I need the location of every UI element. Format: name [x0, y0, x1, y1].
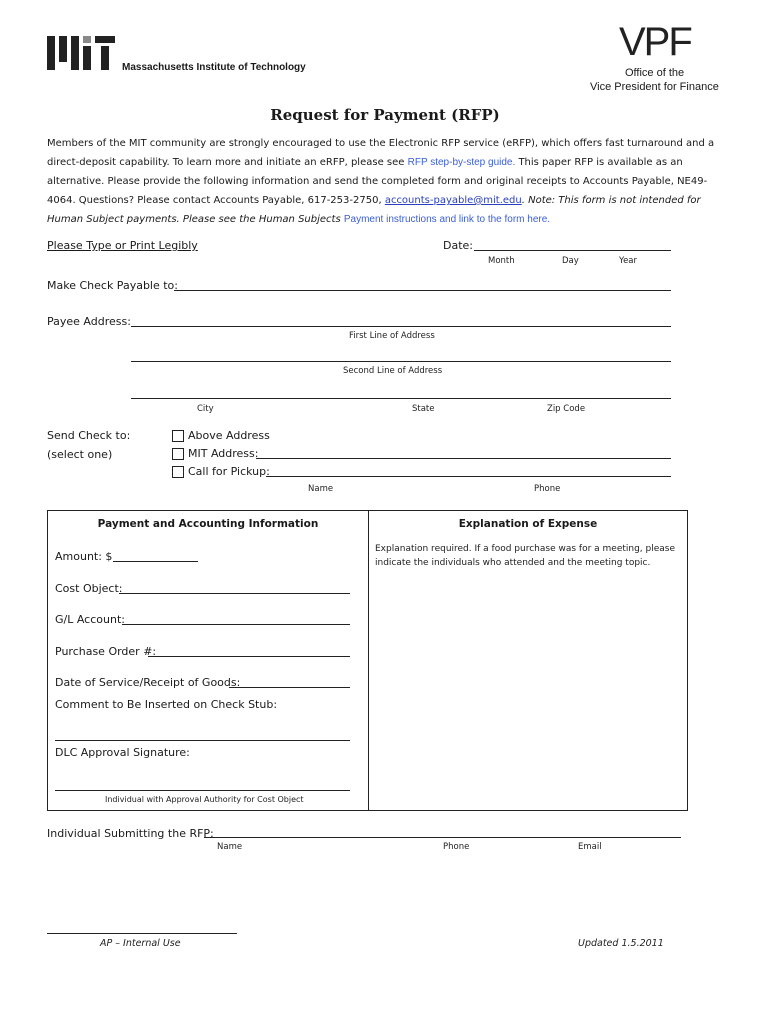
select-one-label: (select one)	[47, 448, 113, 461]
institute-name: Massachusetts Institute of Technology	[122, 62, 306, 73]
gl-account-field[interactable]	[122, 624, 350, 625]
submitter-label: Individual Submitting the RFP:	[47, 827, 214, 840]
intro-paragraph	[47, 134, 737, 229]
call-pickup-label: Call for Pickup:	[188, 465, 270, 478]
box-divider	[368, 510, 369, 811]
date-service-label: Date of Service/Receipt of Goods:	[55, 676, 241, 689]
send-check-label: Send Check to:	[47, 429, 131, 442]
internal-use-label: AP – Internal Use	[100, 938, 181, 949]
above-address-checkbox[interactable]	[172, 430, 184, 442]
human-subjects-link[interactable]: Payment instructions and link to the form here.	[343, 214, 551, 225]
zip-caption: Zip Code	[547, 404, 586, 414]
submitter-field[interactable]	[204, 837, 681, 838]
dlc-label: DLC Approval Signature:	[55, 746, 190, 759]
state-caption: State	[412, 404, 435, 414]
month-caption: Month	[488, 256, 515, 266]
payable-label: Make Check Payable to:	[47, 279, 178, 292]
gl-account-label: G/L Account:	[55, 613, 125, 626]
type-print-note: Please Type or Print Legibly	[47, 239, 198, 252]
cost-object-label: Cost Object:	[55, 582, 123, 595]
intro-line-1	[47, 134, 737, 153]
amount-field[interactable]	[113, 561, 198, 562]
intro-text: 4064. Questions? Please contact Accounts Payable, 617-253-2750,	[47, 195, 385, 206]
intro-line-2	[47, 153, 737, 172]
city-state-zip-field[interactable]	[131, 398, 671, 399]
explanation-heading: Explanation of Expense	[458, 518, 598, 530]
intro-text: alternative. Please provide the following information and send the completed form and original receipts to Accounts Payable, NE49-	[47, 176, 708, 187]
first-line-caption: First Line of Address	[349, 331, 435, 341]
po-label: Purchase Order #:	[55, 645, 157, 658]
mit-logo	[47, 36, 115, 70]
intro-text: Members of the MIT community are strongly encouraged to use the Electronic RFP service (eRFP), which offers fast turnaround and a	[47, 138, 715, 149]
address-line2-field[interactable]	[131, 361, 671, 362]
explanation-field[interactable]	[370, 572, 686, 808]
authority-caption: Individual with Approval Authority for Cost Object	[105, 795, 304, 804]
date-field[interactable]	[474, 250, 671, 251]
intro-note: . Note: This form is not intended for	[521, 195, 701, 206]
year-caption: Year	[619, 256, 637, 266]
intro-text: direct-deposit capability. To learn more and initiate an eRFP, please see	[47, 157, 408, 168]
mit-address-checkbox[interactable]	[172, 448, 184, 460]
explanation-line2: indicate the individuals who attended and the meeting topic.	[375, 558, 651, 568]
call-pickup-field[interactable]	[266, 476, 671, 477]
updated-label: Updated 1.5.2011	[578, 938, 664, 949]
mit-address-label: MIT Address:	[188, 447, 259, 460]
submitter-name-caption: Name	[217, 842, 243, 852]
comment-label: Comment to Be Inserted on Check Stub:	[55, 698, 278, 711]
office-line2: Vice President for Finance	[590, 81, 719, 93]
email-link[interactable]: accounts-payable@mit.edu	[384, 195, 522, 206]
dlc-signature-field[interactable]	[55, 790, 350, 791]
city-caption: City	[197, 404, 214, 414]
intro-note: Human Subject payments. Please see the Human Subjects	[47, 214, 344, 225]
day-caption: Day	[562, 256, 579, 266]
explanation-line1: Explanation required. If a food purchase was for a meeting, please	[375, 544, 676, 554]
cost-object-field[interactable]	[119, 593, 350, 594]
payment-heading: Payment and Accounting Information	[97, 518, 319, 530]
date-service-field[interactable]	[229, 687, 350, 688]
date-label: Date:	[443, 239, 473, 252]
amount-label: Amount: $	[55, 550, 113, 563]
payee-label: Payee Address:	[47, 315, 131, 328]
rfp-guide-link[interactable]: RFP step-by-step guide.	[407, 157, 516, 168]
office-line1: Office of the	[625, 67, 685, 79]
intro-line-5	[47, 210, 737, 229]
internal-use-line	[47, 933, 237, 934]
payable-field[interactable]	[174, 290, 671, 291]
comment-field[interactable]	[55, 740, 350, 741]
submitter-phone-caption: Phone	[443, 842, 470, 852]
mit-address-field[interactable]	[256, 458, 671, 459]
po-field[interactable]	[148, 656, 350, 657]
vpf-logo: VPF	[619, 20, 691, 64]
intro-line-4	[47, 191, 737, 210]
address-line1-field[interactable]	[131, 326, 671, 327]
intro-line-3	[47, 172, 737, 191]
page-title: Request for Payment (RFP)	[270, 106, 500, 124]
above-address-label: Above Address	[188, 429, 270, 442]
phone-caption: Phone	[534, 484, 561, 494]
name-caption: Name	[308, 484, 334, 494]
submitter-email-caption: Email	[578, 842, 602, 852]
intro-text: This paper RFP is available as an	[515, 157, 683, 168]
call-pickup-checkbox[interactable]	[172, 466, 184, 478]
second-line-caption: Second Line of Address	[343, 366, 443, 376]
